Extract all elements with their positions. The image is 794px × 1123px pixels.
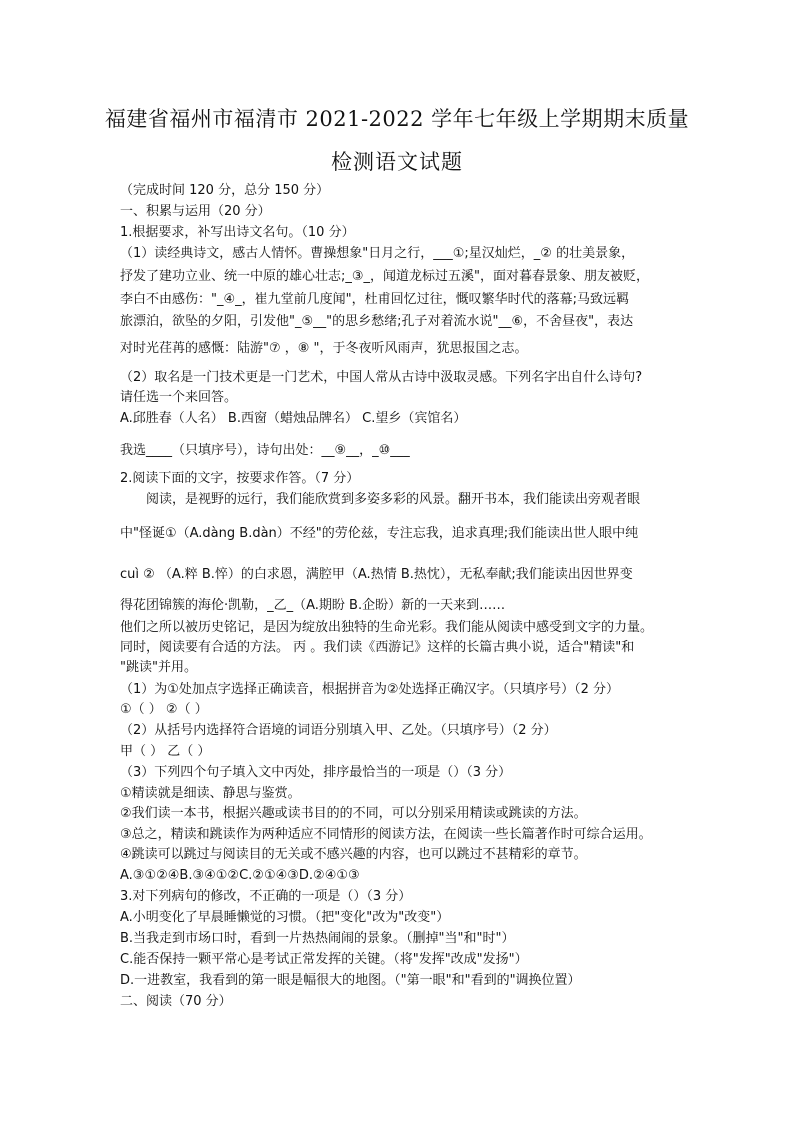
text-line: 请任选一个来回答。 [120,390,238,405]
text-line: ①精读就是细读、静思与鉴赏。 [120,786,301,801]
text-line: （2）从括号内选择符合语境的词语分别填入甲、乙处。（只填序号）（2 分） [120,723,557,738]
text-line: "跳读"并用。 [120,660,197,675]
text-line: 旅漂泊，欲坠的夕阳，引发他"_⑤__"的思乡愁绪;孔子对着流水说"__⑥，不舍昼夜"，表达 [120,314,634,329]
text-line: A.小明变化了早晨睡懒觉的习惯。（把"变化"改为"改变"） [120,910,450,925]
text-line: ④跳读可以跳过与阅读目的无关或不感兴趣的内容，也可以跳过不甚精彩的章节。 [120,847,587,862]
text-line: 抒发了建功立业、统一中原的雄心壮志;_③_，闻道龙标过五溪"，面对暮春景象、朋友被贬， [120,269,650,284]
section-heading: 二、阅读（70 分） [120,994,232,1009]
text-line: ③总之，精读和跳读作为两种适应不同情形的阅读方法，在阅读一些长篇著作时可综合运用。 [120,827,652,842]
question-heading: 1.根据要求，补写出诗文名句。（10 分） [120,225,355,240]
text-line: 甲（ ） 乙（ ） [120,744,211,759]
text-line: （完成时间 120 分，总分 150 分） [120,183,330,198]
text-line: 对时光荏苒的感慨：陆游"⑦ ，⑧ "，于冬夜听风雨声，犹思报国之志。 [120,341,528,356]
text-line: C.能否保持一颗平常心是考试正常发挥的关键。（将"发挥"改成"发扬"） [120,952,528,967]
text-line: （2）取名是一门技术更是一门艺术，中国人常从古诗中汲取灵感。下列名字出自什么诗句? [120,370,643,385]
text-line: cuì ② （A.粹 B.悴）的白求恩，满腔甲（A.热情 B.热忱），无私奉献;我们能读出因世界变 [120,567,633,582]
text-line: A.邱胜春（人名） B.西窗（蜡烛品牌名） C.望乡（宾馆名） [120,411,467,426]
text-line: （3）下列四个句子填入文中丙处，排序最恰当的一项是（）（3 分） [120,765,512,780]
section-heading: 一、积累与运用（20 分） [120,204,271,219]
text-line: 我选____（只填序号），诗句出处：__⑨__，_⑩___ [120,443,410,458]
text-line: A.③①②④B.③④①②C.②①④③D.②④①③ [120,868,360,883]
text-line: B.当我走到市场口时，看到一片热热闹闹的景象。（删掉"当"和"时"） [120,931,515,946]
text-line: 阅读，是视野的远行，我们能欣赏到多姿多彩的风景。翻开书本，我们能读出旁观者眼 [146,492,641,507]
text-line: 李白不由感伤："_④_，崔九堂前几度闻"，杜甫回忆过往，慨叹繁华时代的落幕;马致远羁 [120,292,629,307]
text-line: D.一进教室，我看到的第一眼是幅很大的地图。（"第一眼"和"看到的"调换位置） [120,973,581,988]
document-title: 福建省福州市福清市 2021-2022 学年七年级上学期期末质量 [104,107,690,131]
text-line: （1）为①处加点字选择正确读音，根据拼音为②处选择正确汉字。（只填序号）（2 分） [120,682,619,697]
text-line: 同时，阅读要有合适的方法。 丙 。我们读《西游记》这样的长篇古典小说，适合"精读"和 [120,640,635,655]
text-line: 他们之所以被历史铭记，是因为绽放出独特的生命光彩。我们能从阅读中感受到文字的力量。 [120,620,654,635]
question-heading: 3.对下列病句的修改，不正确的一项是（）（3 分） [120,889,412,904]
question-heading: 2.阅读下面的文字，按要求作答。（7 分） [120,471,360,486]
text-line: 得花团锦簇的海伦·凯勒，_乙_（A.期盼 B.企盼）新的一天来到…… [120,598,506,613]
text-line: ②我们读一本书，根据兴趣或读书目的的不同，可以分别采用精读或跳读的方法。 [120,806,587,821]
text-line: ①（ ） ②（ ） [120,702,208,717]
document-subtitle: 检测语文试题 [331,150,463,174]
text-line: 中"怪诞①（A.dàng B.dàn）不经"的劳伦兹，专注忘我，追求真理;我们能读出世人眼中纯 [120,526,639,541]
text-line: （1）读经典诗文，感古人情怀。曹操想象"日月之行，___①;星汉灿烂，_② 的壮美景象， [120,246,635,261]
